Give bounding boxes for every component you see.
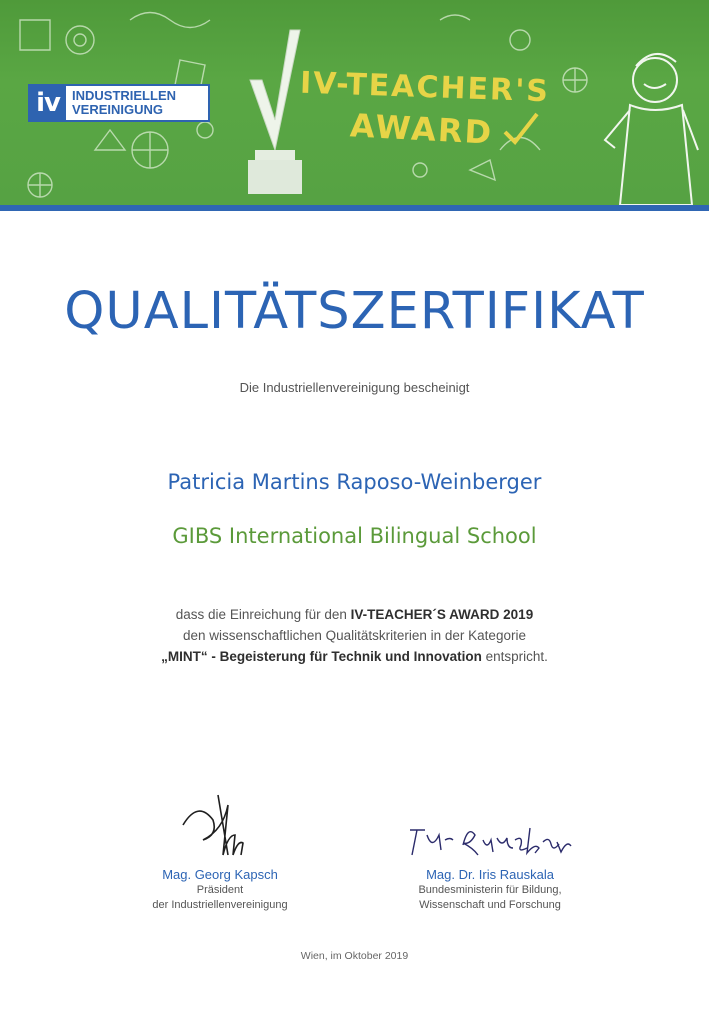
school-name: GIBS International Bilingual School xyxy=(172,524,537,548)
body-line-2: den wissenschaftlichen Qualitätskriterien in der Kategorie xyxy=(183,628,526,643)
certificate-body xyxy=(0,604,709,667)
signatory-left-name: Mag. Georg Kapsch xyxy=(162,867,278,882)
recipient-name: Patricia Martins Raposo-Weinberger xyxy=(167,470,542,494)
signature-rauskala xyxy=(405,820,575,865)
iv-logo-mark: iv xyxy=(30,86,66,120)
signatory-left-role-1: Präsident xyxy=(196,884,244,896)
place-date: Wien, im Oktober 2019 xyxy=(300,950,409,962)
signature-kapsch xyxy=(178,790,268,860)
signatory-left xyxy=(120,867,320,913)
signatory-left-role-2: der Industriellenvereinigung xyxy=(152,899,288,911)
body-line-3: „MINT“ - Begeisterung für Technik und Innovation entspricht. xyxy=(161,649,548,664)
header-divider xyxy=(0,205,709,211)
logo-line-1: INDUSTRIELLEN xyxy=(72,88,176,103)
body-line-1: dass die Einreichung für den IV-TEACHER´S AWARD 2019 xyxy=(175,607,534,622)
certificate-subtitle: Die Industriellenvereinigung bescheinigt xyxy=(239,380,470,395)
trophy-check-icon xyxy=(250,30,300,150)
award-title-line-1: IV-TEACHER'S xyxy=(299,65,551,110)
certificate-title: QUALITÄTSZERTIFIKAT xyxy=(64,282,645,341)
logo-line-2: VEREINIGUNG xyxy=(72,102,164,117)
signatory-right-name: Mag. Dr. Iris Rauskala xyxy=(426,867,554,882)
signatory-right-role-1: Bundesministerin für Bildung, xyxy=(418,884,562,896)
header-banner xyxy=(0,0,709,205)
iv-logo xyxy=(28,84,210,122)
signatory-right-role-2: Wissenschaft und Forschung xyxy=(419,899,561,911)
award-title-line-2: AWARD xyxy=(349,106,495,152)
iv-logo-text xyxy=(66,89,176,117)
signatory-right xyxy=(390,867,590,913)
